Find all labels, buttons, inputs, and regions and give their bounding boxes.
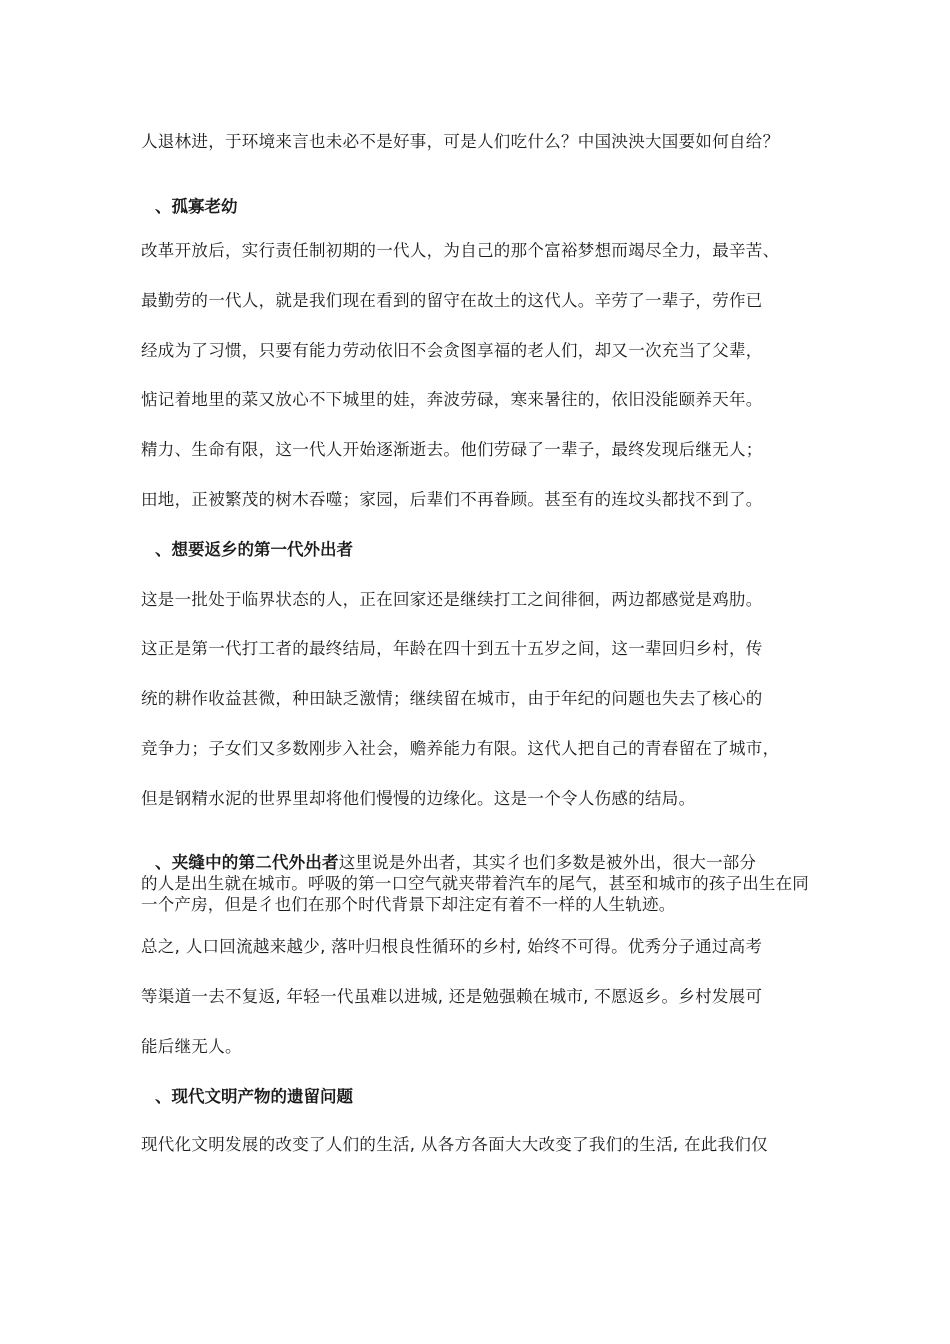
paragraph-line: 田地，正被繁茂的树木吞噬；家园，后辈们不再眷顾。甚至有的连坟头都找不到了。 [141,490,763,509]
paragraph-line: 能后继无人。 [141,1037,242,1056]
paragraph-text: 这里说是外出者，其实彳也们多数是被外出，很大一部分 [338,853,757,872]
paragraph-text: 的人是出生就在城市。呼吸的第一口空气就夹带着汽车的尾气，甚至和城市的孩子出生在同一个产房，但是彳也们在那个时代背景下却注定有着不一样的人生轨迹。 [141,874,809,914]
paragraph-line: 惦记着地里的菜又放心不下城里的娃，奔波劳碌，寒来暑往的，依旧没能颐养天年。 [141,390,763,409]
paragraph-line: 经成为了习惯，只要有能力劳动依旧不会贪图享福的老人们，却又一次充当了父辈， [141,341,763,360]
paragraph-line: 这正是第一代打工者的最终结局，年龄在四十到五十五岁之间，这一辈回归乡村，传 [141,639,763,658]
section-heading-second-generation: 、夹缝中的第二代外出者 [155,853,339,872]
paragraph-line: 等渠道一去不复返, 年轻一代虽难以进城, 还是勉强赖在城市, 不愿返乡。乡村发展可 [141,987,763,1006]
section-second-generation [141,852,821,915]
paragraph-line: 统的耕作收益甚微，种田缺乏激情；继续留在城市，由于年纪的问题也失去了核心的 [141,689,763,708]
paragraph-line: 但是钢精水泥的世界里却将他们慢慢的边缘化。这是一个令人伤感的结局。 [141,789,696,808]
section-heading-modern-civilization: 、现代文明产物的遗留问题 [155,1087,353,1106]
paragraph-line: 改革开放后，实行责任制初期的一代人，为自己的那个富裕梦想而竭尽全力，最辛苦、 [141,241,780,260]
paragraph-line: 竞争力；子女们又多数刚步入社会，赡养能力有限。这代人把自己的青春留在了城市， [141,739,780,758]
paragraph-line: 人退林进，于环境来言也未必不是好事，可是人们吃什么？中国泱泱大国要如何自给？ [141,132,780,151]
section-heading-first-generation: 、想要返乡的第一代外出者 [155,540,353,559]
paragraph-line: 这是一批处于临界状态的人，正在回家还是继续打工之间徘徊，两边都感觉是鸡肋。 [141,590,763,609]
paragraph-line: 精力、生命有限，这一代人开始逐渐逝去。他们劳碌了一辈子，最终发现后继无人； [141,440,763,459]
paragraph-line: 最勤劳的一代人，就是我们现在看到的留守在故土的这代人。辛劳了一辈子，劳作已 [141,291,763,310]
paragraph-line: 总之, 人口回流越来越少, 落叶归根良性循环的乡村, 始终不可得。优秀分子通过高考 [141,937,763,956]
paragraph-line: 现代化文明发展的改变了人们的生活, 从各方各面大大改变了我们的生活, 在此我们仅 [141,1135,768,1154]
section-heading-lonely-elderly: 、孤寡老幼 [155,197,238,216]
